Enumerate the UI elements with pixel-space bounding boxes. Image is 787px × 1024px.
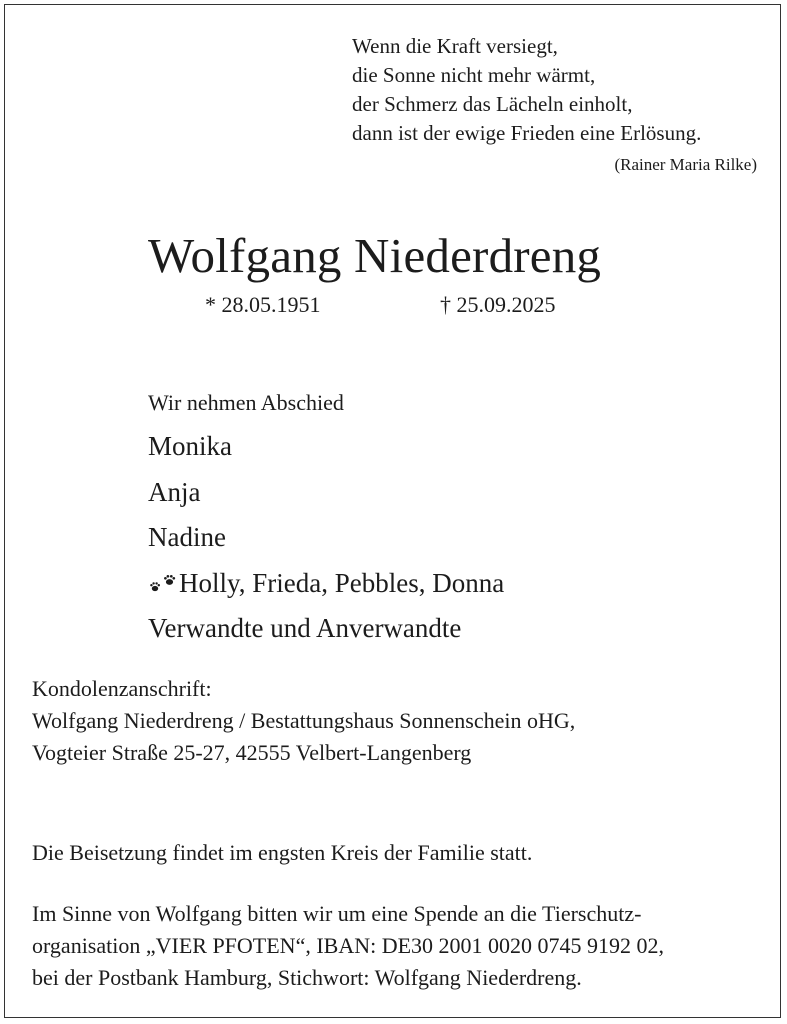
donation-request xyxy=(32,898,772,994)
mourner-pets-label: Holly, Frieda, Pebbles, Donna xyxy=(179,567,505,598)
poem-line: dann ist der ewige Frieden eine Erlösung. xyxy=(352,121,702,145)
donation-line: Im Sinne von Wolfgang bitten wir um eine Spende an die Tierschutz- xyxy=(32,901,642,926)
mourners-list xyxy=(148,424,504,652)
burial-text: Die Beisetzung findet im engsten Kreis der Familie statt. xyxy=(32,840,533,865)
burial-notice xyxy=(32,837,772,869)
poem-line: der Schmerz das Lächeln einholt, xyxy=(352,92,633,116)
poem-line: die Sonne nicht mehr wärmt, xyxy=(352,63,596,87)
poem xyxy=(352,32,772,148)
donation-line: bei der Postbank Hamburg, Stichwort: Wolfgang Niederdreng. xyxy=(32,965,582,990)
death-date: † 25.09.2025 xyxy=(440,292,556,317)
poem-line: Wenn die Kraft versiegt, xyxy=(352,34,558,58)
mourner: Anja xyxy=(148,476,201,507)
paw-prints-icon xyxy=(148,572,178,594)
birth-date: * 28.05.1951 xyxy=(205,292,321,317)
condolence-line: Wolfgang Niederdreng / Bestattungshaus Sonnenschein oHG, xyxy=(32,708,576,733)
condolence-line: Vogteier Straße 25-27, 42555 Velbert-Langenberg xyxy=(32,740,472,765)
deceased-name: Wolfgang Niederdreng xyxy=(148,228,602,283)
mourner: Nadine xyxy=(148,522,226,552)
condolence-address xyxy=(32,673,772,769)
poem-author: (Rainer Maria Rilke) xyxy=(614,155,757,174)
mourner: Monika xyxy=(148,431,232,461)
farewell-intro: Wir nehmen Abschied xyxy=(148,390,344,415)
condolence-label: Kondolenzanschrift: xyxy=(32,676,212,701)
mourner-pets xyxy=(148,561,504,607)
donation-line: organisation „VIER PFOTEN“, IBAN: DE30 2001 0020 0745 9192 02, xyxy=(32,933,665,958)
mourner: Verwandte und Anverwandte xyxy=(148,613,462,643)
